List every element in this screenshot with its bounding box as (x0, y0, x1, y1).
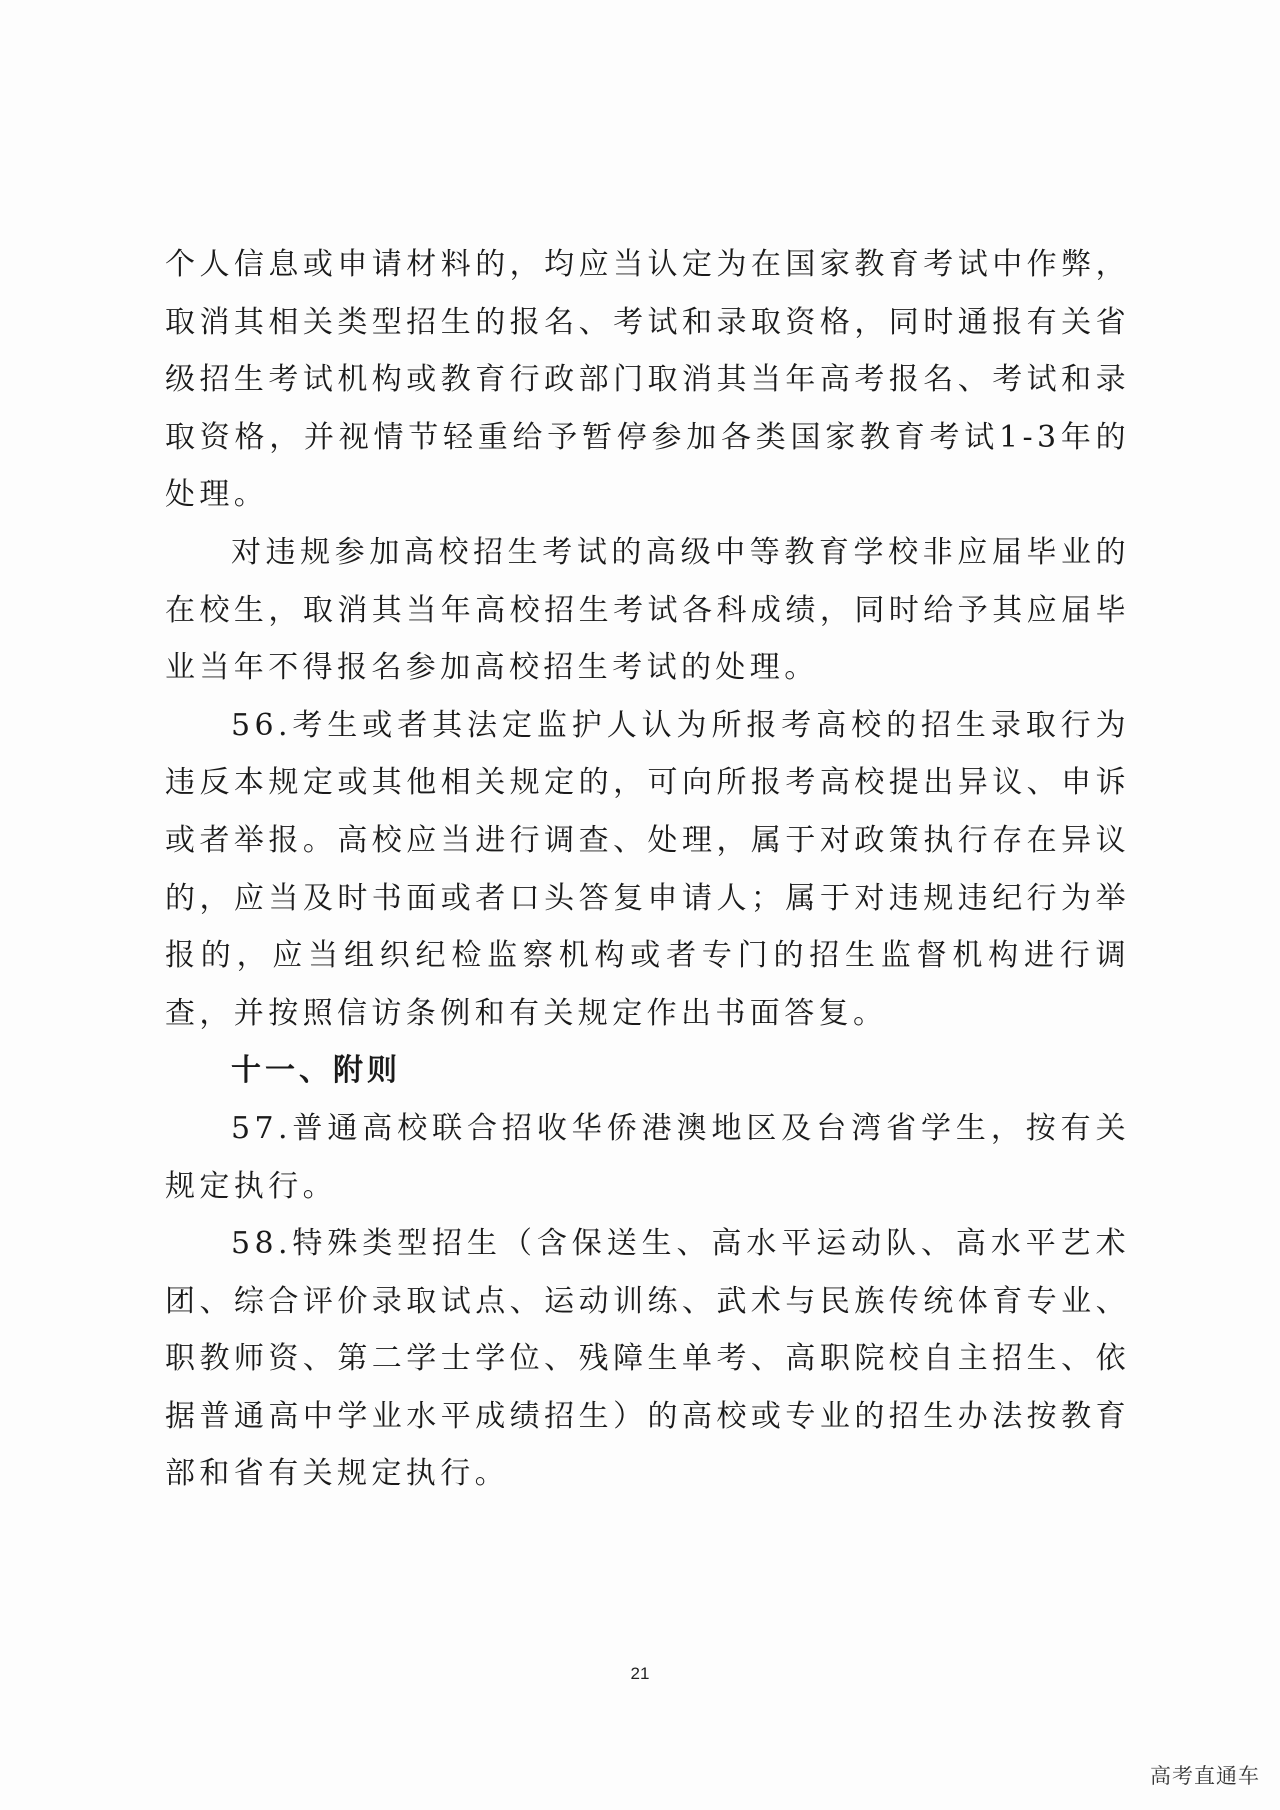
section-heading: 十一、附则 (231, 1053, 401, 1089)
paragraph-article-57: 57.普通高校联合招收华侨港澳地区及台湾省学生，按有关规定执行。 (165, 1110, 1130, 1204)
paragraph-nonresident-students: 对违规参加高校招生考试的高级中等教育学校非应届毕业的在校生，取消其当年高校招生考试各科成绩，同时给予其应届毕业当年不得报名参加高校招生考试的处理。 (165, 534, 1130, 686)
document-body (165, 236, 1130, 1503)
paragraph-article-58: 58.特殊类型招生（含保送生、高水平运动队、高水平艺术团、综合评价录取试点、运动训练、武术与民族传统体育专业、职教师资、第二学士学位、残障生单考、高职院校自主招生、依据普通高中学业水平成绩招生）的高校或专业的招生办法按教育部和省有关规定执行。 (165, 1226, 1130, 1492)
page-number: 21 (630, 1664, 650, 1683)
paragraph-article-56: 56.考生或者其法定监护人认为所报考高校的招生录取行为违反本规定或其他相关规定的，可向所报考高校提出异议、申诉或者举报。高校应当进行调查、处理，属于对政策执行存在异议的，应当及时书面或者口头答复申请人；属于对违规违纪行为举报的，应当组织纪检监察机构或者专门的招生监督机构进行调查，并按照信访条例和有关规定作出书面答复。 (165, 707, 1130, 1031)
watermark-text: 高考直通车 (1150, 1764, 1260, 1788)
paragraph-continuation: 个人信息或申请材料的，均应当认定为在国家教育考试中作弊，取消其相关类型招生的报名、考试和录取资格，同时通报有关省级招生考试机构或教育行政部门取消其当年高考报名、考试和录取资格，并视情节轻重给予暂停参加各类国家教育考试1-3年的处理。 (165, 247, 1130, 513)
